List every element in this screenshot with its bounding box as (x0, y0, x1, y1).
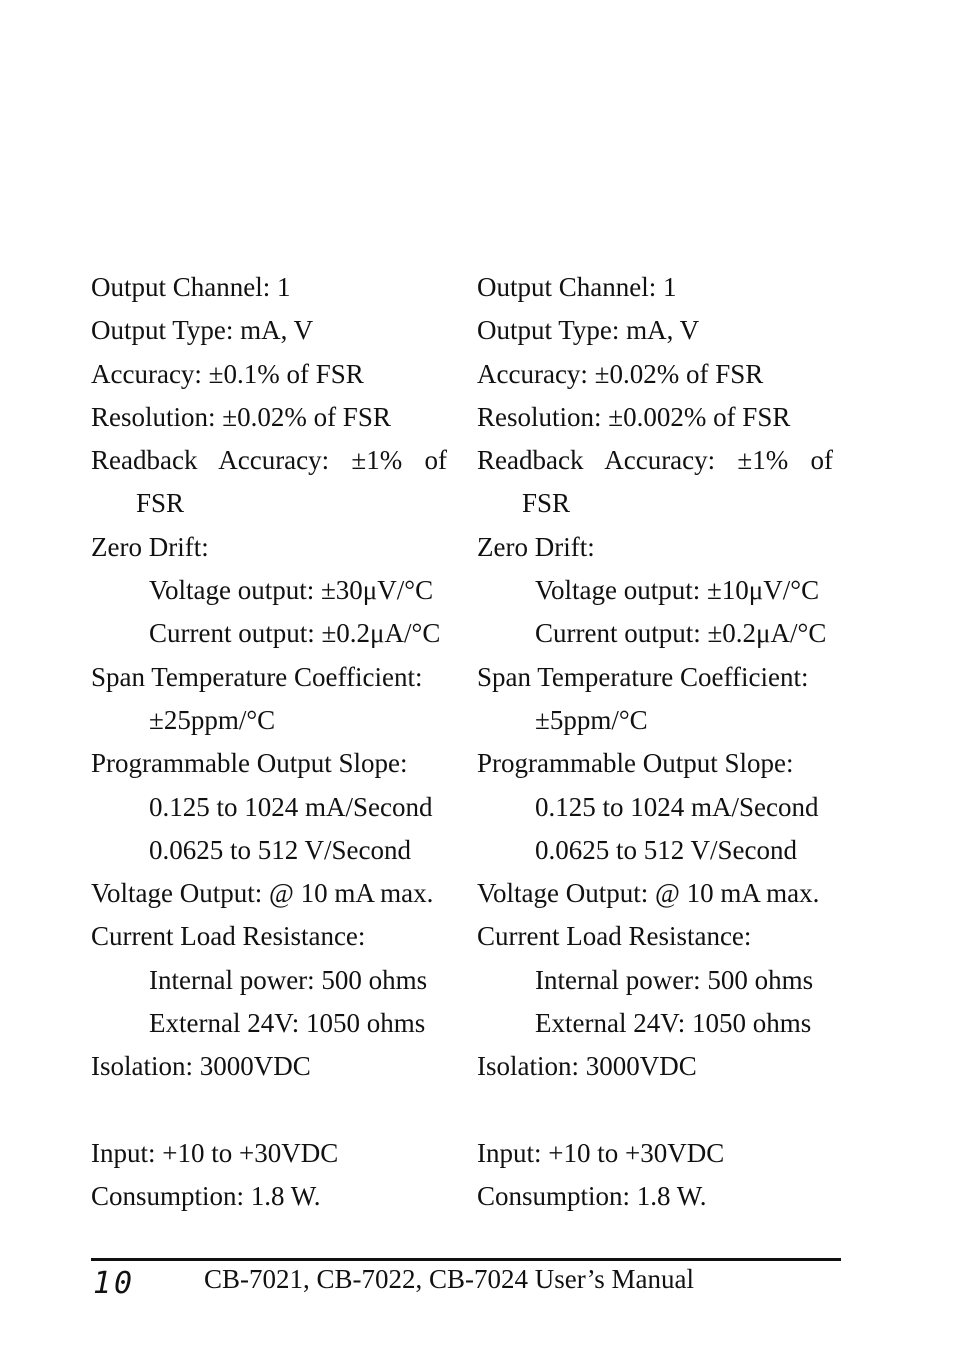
spec-line-consumption: Consumption: 1.8 W. (91, 1181, 321, 1212)
spec-line-isolation: Isolation: 3000VDC (91, 1051, 311, 1082)
footer-manual-title: CB-7021, CB-7022, CB-7024 User’s Manual (204, 1264, 694, 1294)
spec-line-external-power: External 24V: 1050 ohms (535, 1008, 812, 1039)
spec-gap (91, 1089, 466, 1132)
spec-line-span-temp-coefficient: Span Temperature Coefficient: (477, 661, 809, 692)
spec-line-isolation: Isolation: 3000VDC (477, 1051, 697, 1082)
spec-gap (477, 1089, 852, 1132)
spec-line-readback-accuracy-cont: FSR (136, 488, 185, 519)
spec-line-span-temp-value: ±5ppm/°C (535, 704, 648, 735)
spec-line-internal-power: Internal power: 500 ohms (535, 964, 814, 995)
spec-line-voltage-output: Voltage Output: @ 10 mA max. (477, 878, 820, 909)
spec-line-output-type: Output Type: mA, V (91, 315, 314, 346)
spec-line-readback-accuracy-cont: FSR (522, 488, 571, 519)
spec-line-slope-v: 0.0625 to 512 V/Second (535, 834, 797, 865)
page-number: 10 (93, 1266, 136, 1301)
spec-line-accuracy: Accuracy: ±0.1% of FSR (91, 358, 364, 389)
spec-line-external-power: External 24V: 1050 ohms (149, 1008, 426, 1039)
spec-line-output-type: Output Type: mA, V (477, 315, 700, 346)
spec-line-slope-ma: 0.125 to 1024 mA/Second (149, 791, 433, 822)
spec-line-current-drift: Current output: ±0.2μA/°C (149, 618, 441, 649)
spec-line-resolution: Resolution: ±0.02% of FSR (91, 401, 391, 432)
spec-line-readback-accuracy: Readback Accuracy: ±1% of (91, 445, 447, 476)
spec-line-span-temp-coefficient: Span Temperature Coefficient: (91, 661, 423, 692)
spec-line-current-drift: Current output: ±0.2μA/°C (535, 618, 827, 649)
spec-line-voltage-drift: Voltage output: ±30μV/°C (149, 575, 434, 606)
spec-line-accuracy: Accuracy: ±0.02% of FSR (477, 358, 764, 389)
spec-line-voltage-drift: Voltage output: ±10μV/°C (535, 575, 820, 606)
spec-line-input: Input: +10 to +30VDC (91, 1137, 339, 1168)
left-spec-column (91, 266, 466, 1219)
spec-line-load-resistance: Current Load Resistance: (91, 921, 366, 952)
spec-line-span-temp-value: ±25ppm/°C (149, 704, 276, 735)
spec-line-zero-drift: Zero Drift: (477, 531, 595, 562)
spec-line-voltage-output: Voltage Output: @ 10 mA max. (91, 878, 434, 909)
spec-line-readback-accuracy: Readback Accuracy: ±1% of (477, 445, 833, 476)
spec-line-internal-power: Internal power: 500 ohms (149, 964, 428, 995)
spec-line-zero-drift: Zero Drift: (91, 531, 209, 562)
spec-line-resolution: Resolution: ±0.002% of FSR (477, 401, 791, 432)
spec-line-slope-v: 0.0625 to 512 V/Second (149, 834, 411, 865)
spec-line-output-slope: Programmable Output Slope: (91, 748, 408, 779)
spec-line-output-channel: Output Channel: 1 (91, 272, 291, 302)
spec-line-input: Input: +10 to +30VDC (477, 1137, 725, 1168)
spec-line-output-channel: Output Channel: 1 (477, 272, 677, 302)
right-spec-column (477, 266, 852, 1219)
spec-line-output-slope: Programmable Output Slope: (477, 748, 794, 779)
spec-line-load-resistance: Current Load Resistance: (477, 921, 752, 952)
spec-line-consumption: Consumption: 1.8 W. (477, 1181, 707, 1212)
spec-line-slope-ma: 0.125 to 1024 mA/Second (535, 791, 819, 822)
